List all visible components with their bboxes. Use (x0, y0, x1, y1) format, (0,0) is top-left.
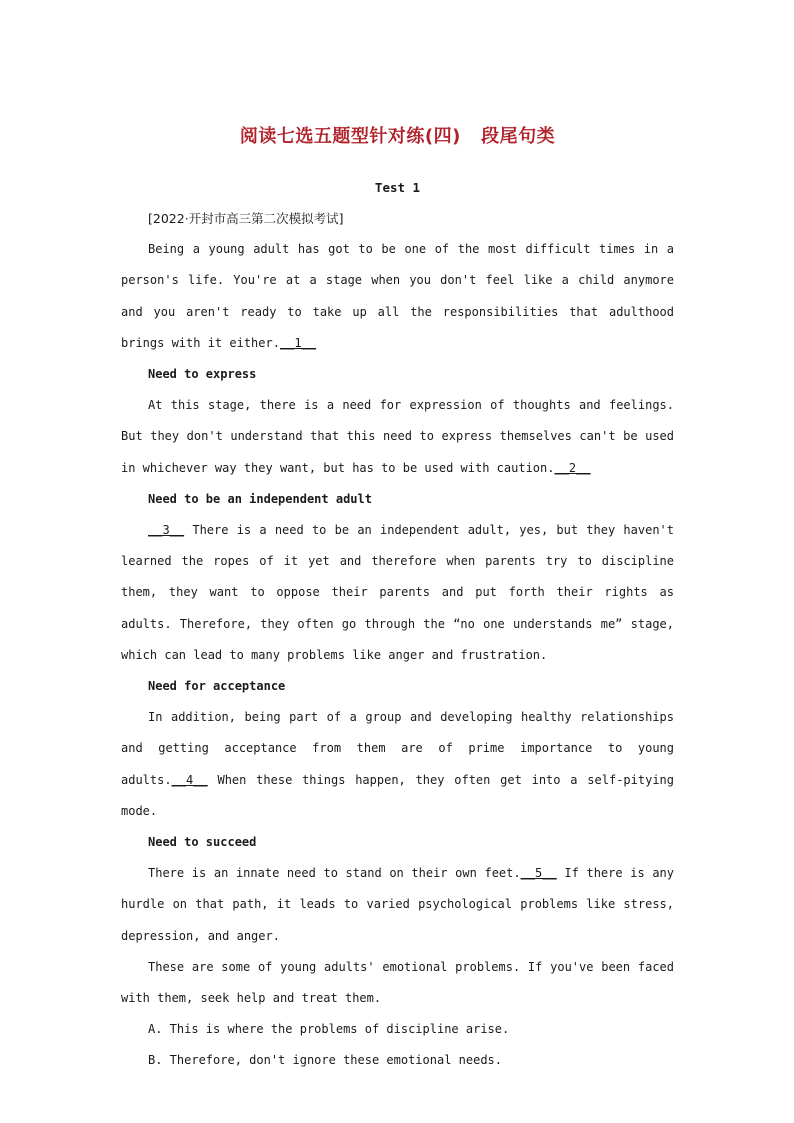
blank-5: __5__ (520, 866, 557, 881)
paragraph-1-text: Being a young adult has got to be one of the most difficult times in a person's life. You're at a stage when you don't feel like a child anymore and you aren't ready to take up all the responsibilities that adulthood brings with it either. (121, 242, 674, 350)
paragraph-2 (121, 390, 674, 484)
paragraph-5-text-b: If there is any hurdle on that path, it leads to varied psychological problems like stress, depression, and anger. (121, 866, 674, 943)
passage-body (121, 203, 674, 1077)
blank-2: __2__ (554, 460, 591, 475)
blank-3: __3__ (148, 523, 185, 538)
paragraph-4-text-b: When these things happen, they often get into a self-pitying mode. (121, 772, 674, 818)
paragraph-3 (121, 515, 674, 671)
blank-1: __1__ (279, 335, 317, 350)
source-line: [2022·开封市高三第二次模拟考试] (148, 211, 344, 226)
paragraph-5 (121, 858, 674, 952)
heading-independent-adult: Need to be an independent adult (148, 491, 372, 506)
heading-acceptance: Need for acceptance (148, 679, 286, 694)
test-label: Test 1 (374, 180, 421, 195)
paragraph-6: These are some of young adults' emotional problems. If you've been faced with them, seek help and treat them. (121, 959, 674, 1006)
paragraph-3-text: There is a need to be an independent adult, yes, but they haven't learned the ropes of it yet and therefore when parents try to discipline them, they want to oppose their parents and put forth their rights as adults. Therefore, they often go through the “no one understands me” stage, which can lead to many problems like anger and frustration. (121, 523, 674, 662)
blank-4: __4__ (171, 772, 208, 787)
document-title: 阅读七选五题型针对练(四) 段尾句类 (239, 126, 556, 147)
heading-succeed: Need to succeed (148, 835, 257, 850)
paragraph-1 (121, 234, 674, 359)
heading-need-to-express: Need to express (148, 367, 257, 382)
paragraph-4 (121, 702, 674, 827)
paragraph-2-text: At this stage, there is a need for expression of thoughts and feelings. But they don't understand that this need to express themselves can't be used in whichever way they want, but has to be used with caution. (121, 398, 674, 475)
paragraph-5-text-a: There is an innate need to stand on their own feet. (148, 866, 521, 881)
option-a: A. This is where the problems of discipline arise. (148, 1022, 510, 1037)
paragraph-4-text-a: In addition, being part of a group and developing healthy relationships and getting acceptance from them are of prime importance to young adults. (121, 710, 674, 787)
option-b: B. Therefore, don't ignore these emotional needs. (148, 1053, 503, 1068)
